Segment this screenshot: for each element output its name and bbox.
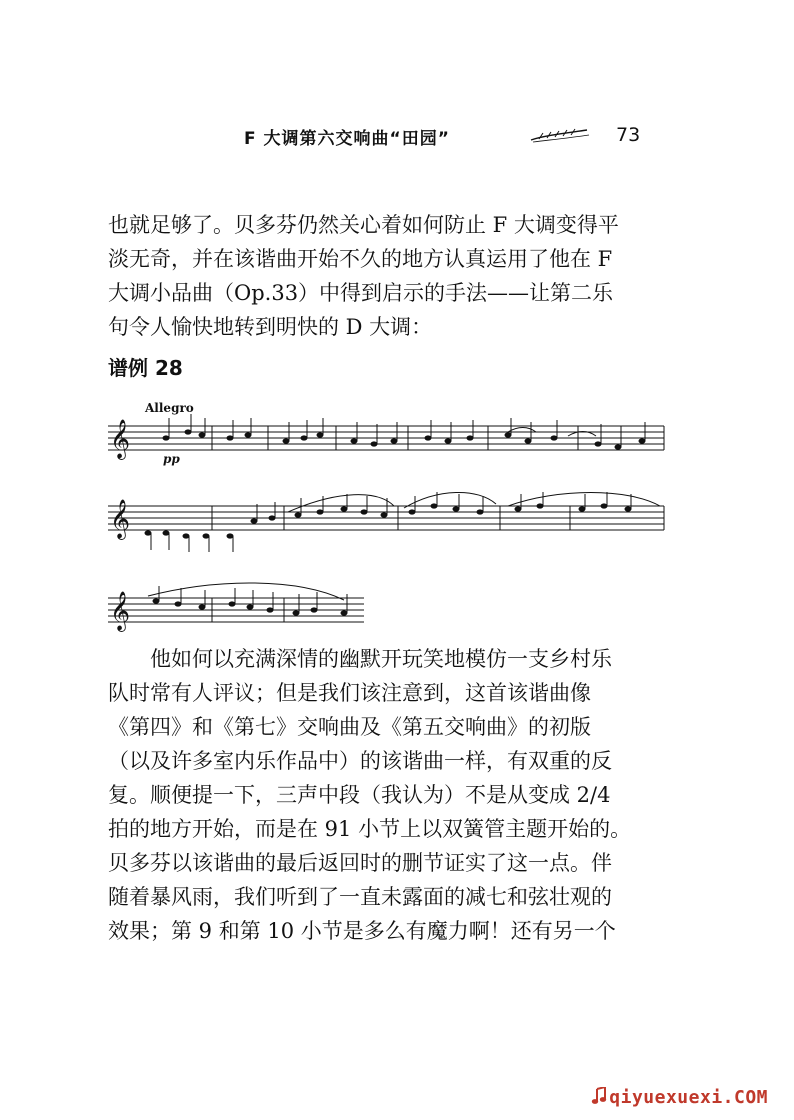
svg-text:𝄞: 𝄞 [110, 591, 131, 631]
header-title: F 大调第六交响曲“田园” [244, 129, 450, 149]
ornament-icon [529, 126, 591, 146]
page-number: 73 [616, 124, 641, 146]
text-line: 拍的地方开始，而是在 91 小节上以双簧管主题开始的。 [108, 817, 632, 841]
music-staff-1 [108, 410, 668, 470]
music-staff-2 [108, 496, 668, 556]
svg-text:𝄞: 𝄞 [110, 419, 131, 459]
text-line: 复。顺便提一下，三声中段（我认为）不是从变成 2/4 [108, 783, 611, 807]
tempo-marking: Allegro [145, 401, 194, 415]
dynamic-marking: pp [163, 452, 180, 466]
example-label: 谱例 28 [108, 356, 183, 380]
music-note-icon [591, 1087, 607, 1105]
text-line: 大调小品曲（Op.33）中得到启示的手法——让第二乐 [108, 281, 614, 305]
text-line: （以及许多室内乐作品中）的该谐曲一样，有双重的反 [108, 749, 612, 773]
text-line: 贝多芬以该谐曲的最后返回时的删节证实了这一点。伴 [108, 851, 612, 875]
text-line: 也就足够了。贝多芬仍然关心着如何防止 F 大调变得平 [108, 213, 619, 237]
svg-text:𝄞: 𝄞 [110, 499, 131, 539]
text-line: 他如何以充满深情的幽默开玩笑地模仿一支乡村乐 [150, 647, 612, 671]
paragraph-2 [108, 642, 678, 948]
text-line: 随着暴风雨，我们听到了一直未露面的减七和弦壮观的 [108, 885, 612, 909]
text-line: 淡无奇，并在该谐曲开始不久的地方认真运用了他在 F [108, 247, 613, 271]
music-staff-3 [108, 590, 378, 634]
watermark-text: qiyuexuexi.COM [609, 1087, 768, 1108]
text-line: 队时常有人评议；但是我们该注意到，这首该谐曲像 [108, 681, 591, 705]
text-line: 句令人愉快地转到明快的 D 大调： [108, 315, 433, 339]
paragraph-1 [108, 208, 678, 344]
text-line: 《第四》和《第七》交响曲及《第五交响曲》的初版 [108, 715, 591, 739]
text-line: 效果；第 9 和第 10 小节是多么有魔力啊！还有另一个 [108, 919, 616, 943]
watermark [591, 1087, 768, 1108]
running-header [244, 124, 664, 152]
